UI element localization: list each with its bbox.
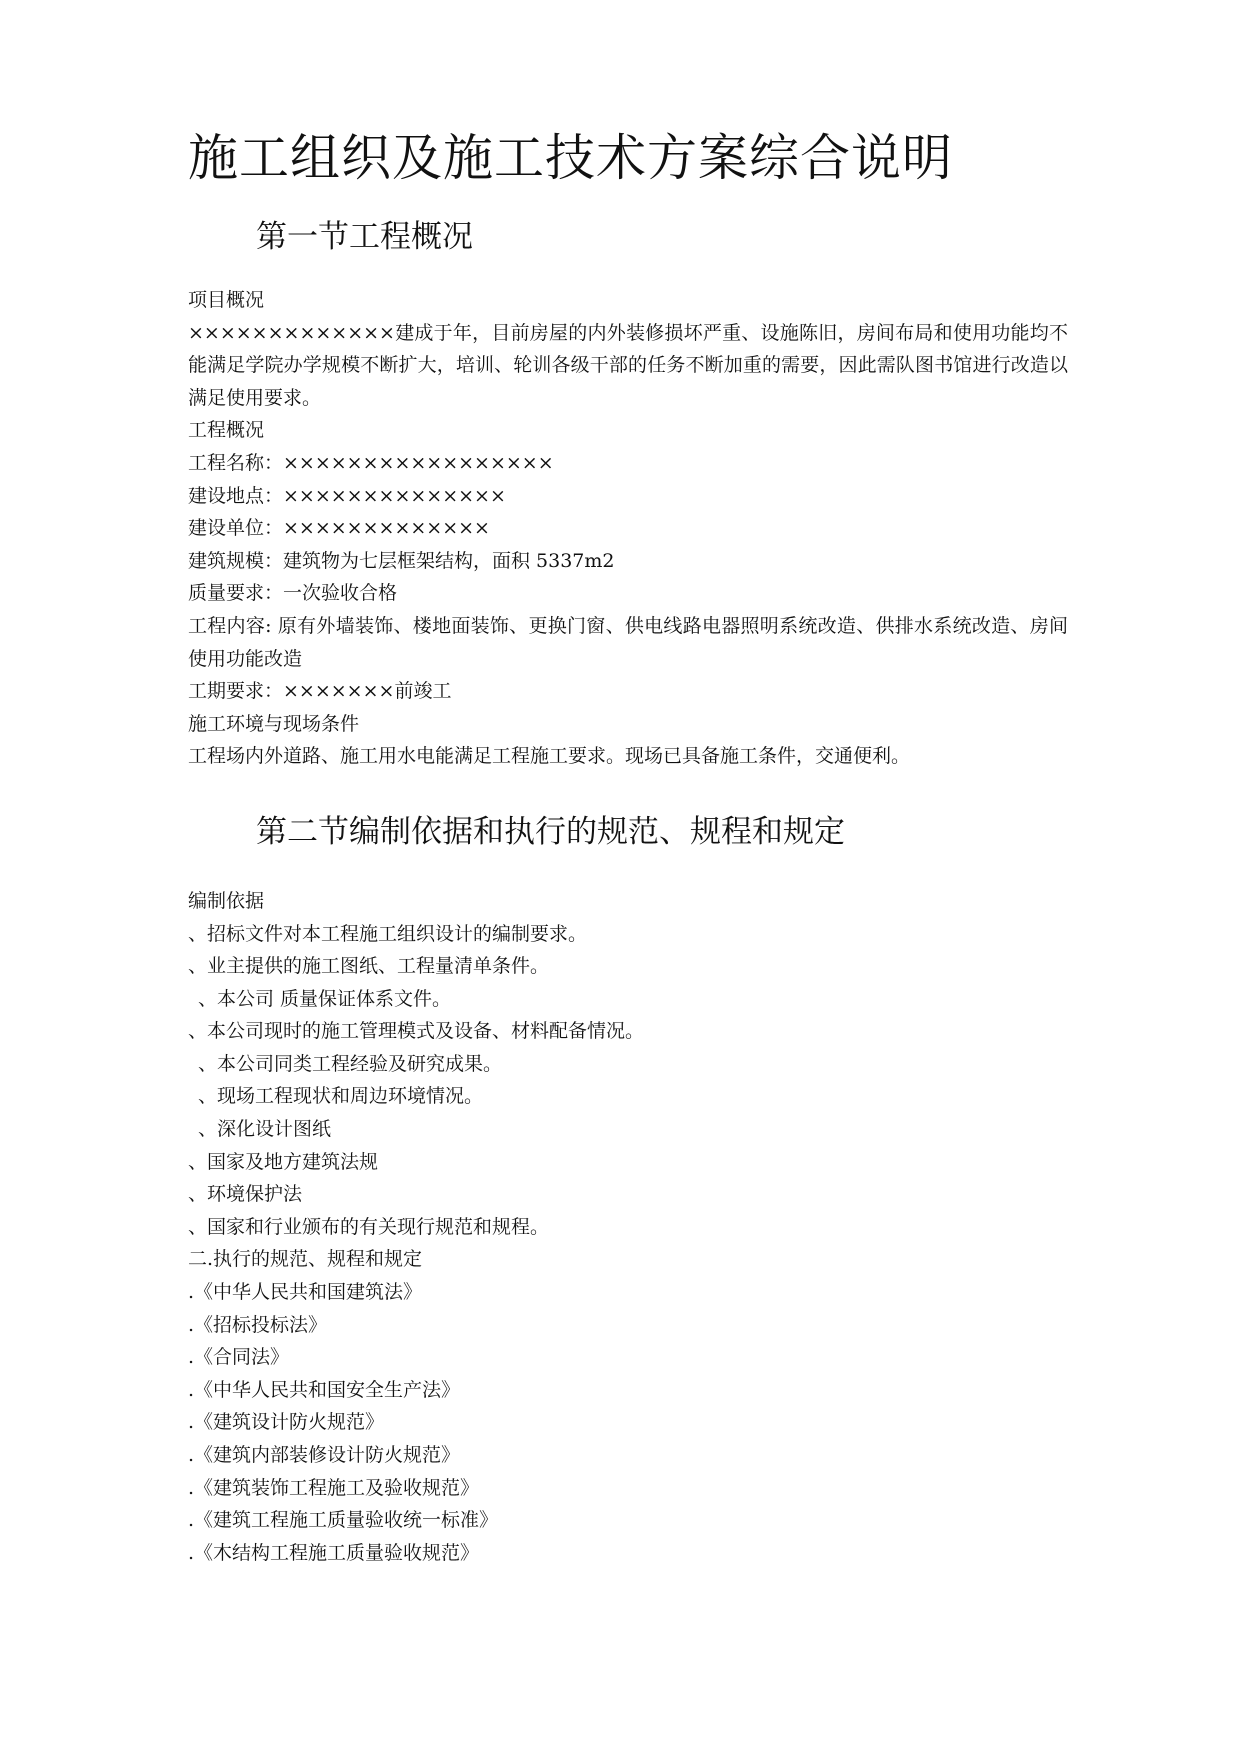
field-project-content: 工程内容: 原有外墙装饰、楼地面装饰、更换门窗、供电线路电器照明系统改造、供排水系统改造、房间使用功能改造	[188, 614, 1068, 670]
list-item: .《木结构工程施工质量验收规范》	[188, 1541, 480, 1564]
list-item: .《招标投标法》	[188, 1313, 328, 1336]
field-construction-site: 建设地点：××××××××××××××	[188, 484, 506, 507]
list-item: 、本公司现时的施工管理模式及设备、材料配备情况。	[188, 1020, 645, 1043]
section-2-heading: 第二节编制依据和执行的规范、规程和规定	[256, 813, 845, 850]
list-item: .《建筑装饰工程施工及验收规范》	[188, 1476, 480, 1499]
list-item: 、现场工程现状和周边环境情况。	[198, 1085, 484, 1108]
field-building-scale: 建筑规模：建筑物为七层框架结构，面积 5337m2	[188, 549, 615, 572]
list-item: 、本公司 质量保证体系文件。	[198, 987, 452, 1010]
field-quality-requirement: 质量要求：一次验收合格	[188, 582, 398, 605]
list-item: .《中华人民共和国建筑法》	[188, 1281, 423, 1304]
document-page	[188, 118, 1068, 1569]
field-construction-unit: 建设单位：×××××××××××××	[188, 517, 490, 540]
list-item: 、国家及地方建筑法规	[188, 1150, 379, 1173]
paragraph-site-conditions: 工程场内外道路、施工用水电能满足工程施工要求。现场已具备施工条件，交通便利。	[188, 745, 911, 768]
section-1-heading: 第一节工程概况	[256, 219, 473, 255]
subheading-site-conditions: 施工环境与现场条件	[188, 712, 360, 735]
list-item: 、招标文件对本工程施工组织设计的编制要求。	[188, 922, 588, 945]
list-item: 、本公司同类工程经验及研究成果。	[198, 1052, 503, 1075]
subheading-project-overview: 项目概况	[188, 289, 265, 311]
field-project-name: 工程名称：×××××××××××××××××	[188, 451, 554, 474]
section-1-body	[188, 284, 1068, 773]
paragraph-project-overview: ×××××××××××××建成于年，目前房屋的内外装修损坏严重、设施陈旧，房间布局和使用功能均不能满足学院办学规模不断扩大，培训、轮训各级干部的任务不断加重的需要，因此需队图书馆进行改造以满足使用要求。	[188, 321, 1068, 409]
subheading-standards: 二.执行的规范、规程和规定	[188, 1248, 423, 1271]
subheading-engineering-overview: 工程概况	[188, 419, 265, 442]
list-item: .《建筑内部装修设计防火规范》	[188, 1444, 461, 1466]
subheading-basis: 编制依据	[188, 889, 265, 912]
list-item: 、国家和行业颁布的有关现行规范和规程。	[188, 1215, 550, 1238]
list-item: 、业主提供的施工图纸、工程量清单条件。	[188, 955, 550, 978]
list-item: .《建筑设计防火规范》	[188, 1411, 385, 1434]
list-item: .《建筑工程施工质量验收统一标准》	[188, 1509, 499, 1532]
section-2-body	[188, 885, 1068, 1569]
list-item: 、环境保护法	[188, 1183, 303, 1206]
field-schedule-requirement: 工期要求：×××××××前竣工	[188, 680, 452, 703]
document-title: 施工组织及施工技术方案综合说明	[188, 129, 953, 187]
list-item: .《合同法》	[188, 1346, 290, 1369]
list-item: .《中华人民共和国安全生产法》	[188, 1378, 461, 1401]
list-item: 、深化设计图纸	[198, 1118, 332, 1141]
